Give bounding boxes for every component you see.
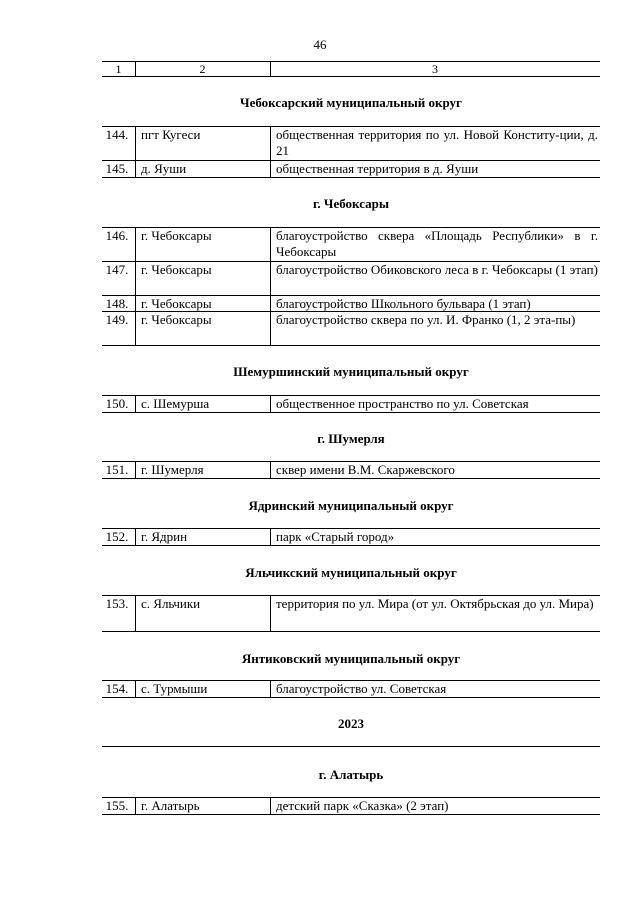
row-place: с. Яльчики: [141, 596, 201, 611]
row-number: 151.: [105, 462, 129, 477]
row-object: благоустройство сквера «Площадь Республики» в г. Чебоксары: [276, 228, 598, 259]
row-place: г. Чебоксары: [141, 296, 212, 311]
row-number: 144.: [105, 127, 129, 142]
table-row: [102, 126, 600, 160]
row-number: 145.: [105, 161, 129, 176]
table-row: [102, 797, 600, 814]
column-number-3: 3: [432, 62, 438, 76]
row-object: благоустройство сквера по ул. И. Франко (1, 2 эта-пы): [276, 312, 576, 327]
table-row: [102, 311, 600, 345]
section-heading: Янтиковский муниципальный округ: [241, 651, 461, 666]
row-place: с. Шемурша: [141, 396, 210, 411]
table-row: [102, 227, 600, 261]
table-row: [102, 528, 600, 545]
row-object: благоустройство Школьного бульвара (1 этап): [276, 296, 531, 311]
table-row: [102, 295, 600, 311]
row-place: г. Ядрин: [141, 529, 188, 544]
column-number-2: 2: [199, 62, 206, 76]
row-object: благоустройство ул. Советская: [276, 681, 447, 696]
section-heading: Шемуршинский муниципальный округ: [233, 364, 469, 379]
row-object: территория по ул. Мира (от ул. Октябрьская до ул. Мира): [276, 596, 594, 611]
row-object: сквер имени В.М. Скаржевского: [276, 462, 455, 477]
page-number: 46: [313, 37, 327, 52]
row-place: г. Чебоксары: [141, 262, 212, 277]
row-place: д. Яуши: [141, 161, 187, 176]
row-place: пгт Кугеси: [141, 127, 201, 142]
row-object: детский парк «Сказка» (2 этап): [276, 798, 449, 813]
column-number-1: 1: [115, 62, 122, 76]
section-heading: г. Шумерля: [317, 431, 385, 446]
table-row: [102, 160, 600, 177]
table-row: [102, 261, 600, 295]
row-number: 147.: [105, 262, 129, 277]
section-heading: Чебоксарский муниципальный округ: [240, 95, 462, 110]
row-number: 155.: [105, 798, 129, 813]
row-place: г. Алатырь: [141, 798, 200, 813]
row-object: парк «Старый город»: [276, 529, 395, 544]
row-number: 153.: [105, 596, 129, 611]
section-heading: Ядринский муниципальный округ: [248, 498, 454, 513]
table-row: [102, 680, 600, 697]
table-row: [102, 461, 600, 478]
section-heading: Яльчикский муниципальный округ: [245, 565, 457, 580]
row-number: 150.: [105, 396, 129, 411]
row-place: г. Чебоксары: [141, 228, 212, 243]
row-number: 148.: [105, 296, 129, 311]
row-object: общественная территория по ул. Новой Конститу-ции, д. 21: [276, 127, 598, 158]
column-number-row: [102, 62, 600, 76]
row-place: г. Чебоксары: [141, 312, 212, 327]
row-number: 154.: [105, 681, 129, 696]
row-number: 149.: [105, 312, 129, 327]
row-place: с. Турмыши: [141, 681, 208, 696]
row-object: общественная территория в д. Яуши: [276, 161, 479, 176]
row-number: 146.: [105, 228, 129, 243]
year-heading: 2023: [338, 716, 364, 731]
section-heading: г. Чебоксары: [312, 196, 390, 211]
row-object: общественное пространство по ул. Советская: [276, 396, 529, 411]
row-place: г. Шумерля: [141, 462, 204, 477]
row-number: 152.: [105, 529, 129, 544]
table-row: [102, 395, 600, 412]
section-heading: г. Алатырь: [318, 767, 384, 782]
row-object: благоустройство Обиковского леса в г. Чебоксары (1 этап): [276, 262, 598, 277]
table-row: [102, 595, 600, 631]
table-rule: [102, 76, 600, 77]
